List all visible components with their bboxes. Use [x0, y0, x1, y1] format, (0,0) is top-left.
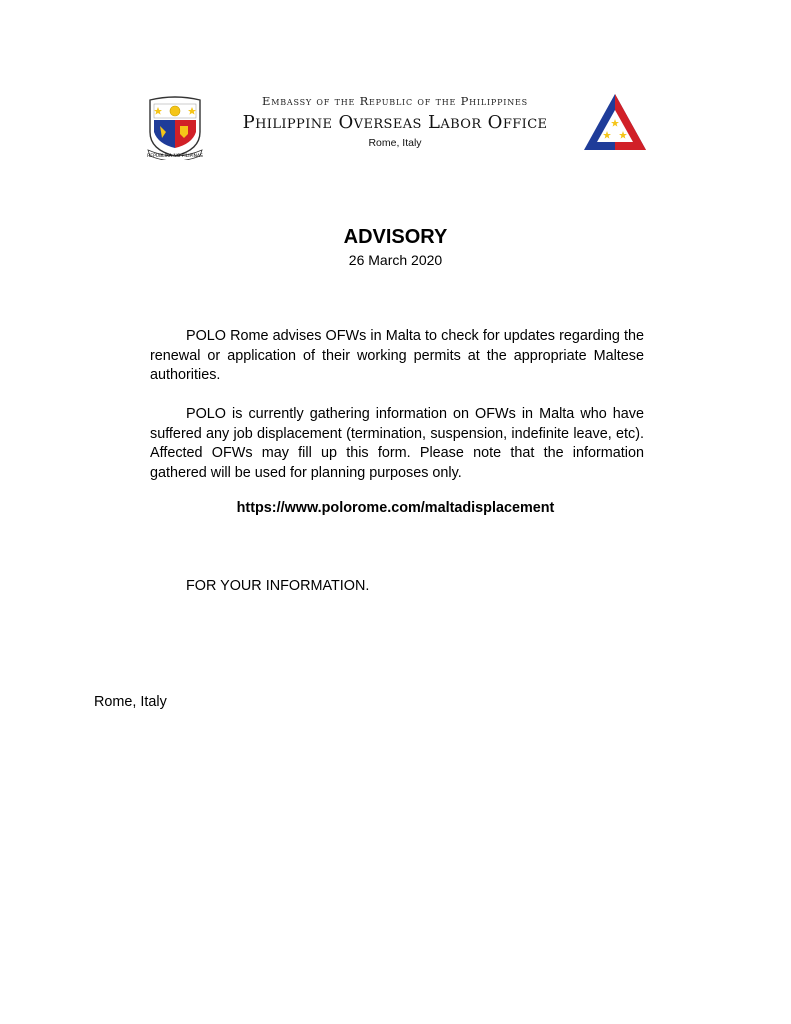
office-name: Philippine Overseas Labor Office	[242, 112, 548, 133]
letterhead-text	[210, 94, 580, 149]
advisory-date: 26 March 2020	[348, 252, 443, 268]
letterhead	[0, 88, 791, 168]
paragraph-displacement: POLO is currently gathering information on OFWs in Malta who have suffered any job displacement (termination, suspension, indefinite leave, etc). Affected OFWs may fill up this form. Please note that the information gathered will be used for planning purposes only.	[150, 406, 644, 481]
paragraph-permits: POLO Rome advises OFWs in Malta to check for updates regarding the renewal or application of their working permits at the appropriate Maltese authorities.	[150, 328, 644, 383]
philippine-seal-icon	[144, 92, 206, 160]
embassy-name: Embassy of the Republic of the Philippines	[262, 94, 528, 108]
displacement-form-link[interactable]: https://www.polorome.com/maltadisplacement	[236, 500, 555, 516]
office-city: Rome, Italy	[368, 137, 422, 149]
closing-line: FOR YOUR INFORMATION.	[186, 578, 370, 594]
polo-triangle-logo-icon	[582, 92, 648, 152]
svg-text:REPUBLIKA NG PILIPINAS: REPUBLIKA NG PILIPINAS	[147, 154, 203, 159]
advisory-title: ADVISORY	[343, 226, 448, 248]
signoff-location: Rome, Italy	[94, 694, 167, 710]
